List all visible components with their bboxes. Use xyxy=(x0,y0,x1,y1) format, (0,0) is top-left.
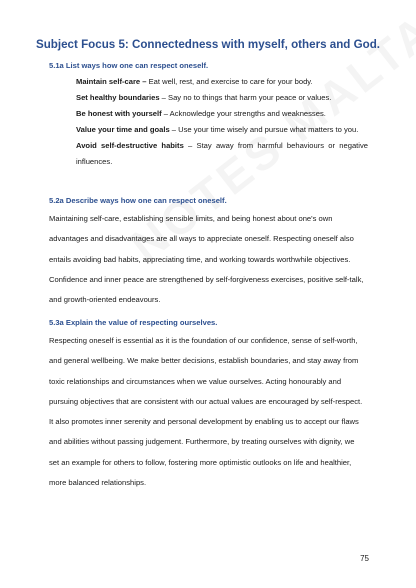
paragraph-line: Respecting oneself is essential as it is the foundation of our confidence, sense of self-worth, xyxy=(49,336,358,345)
list-item-text: – Acknowledge your strengths and weaknesses. xyxy=(161,109,326,118)
page-title: Subject Focus 5: Connectedness with myself, others and God. xyxy=(35,38,380,51)
paragraph-line: more balanced relationships. xyxy=(49,478,147,488)
paragraph-line: entails avoiding bad habits, appreciating time, and working towards worthwhile objectives. xyxy=(49,254,351,264)
list-item xyxy=(76,106,368,122)
paragraph-line: and abilities without passing judgement. Furthermore, by treating ourselves with dignity, we xyxy=(49,437,355,447)
list-item xyxy=(76,122,368,138)
list-item-text: – Say no to things that harm your peace or values. xyxy=(159,93,332,102)
paragraph-line: and general wellbeing. We make better decisions, establish boundaries, and stay away from xyxy=(49,356,359,366)
list-item-term: Value your time and goals xyxy=(76,125,170,134)
list-item-term: Avoid self-destructive habits xyxy=(76,141,184,150)
list-item-term: Maintain self-care – xyxy=(76,77,147,86)
list-item xyxy=(76,74,368,90)
list-item-term: Be honest with yourself xyxy=(76,109,162,118)
page-number: 75 xyxy=(360,554,369,563)
paragraph-line: pursuing objectives that are consistent with our actual values are encouraged by self-respect. xyxy=(49,396,363,406)
list-item xyxy=(76,90,368,106)
paragraph-line: set an example for others to follow, fostering more optimistic outlooks on life and healthier, xyxy=(49,457,352,467)
paragraph-line: toxic relationships and circumstances when we value ourselves. Acting honourably and xyxy=(49,376,342,386)
list-item-term: Set healthy boundaries xyxy=(76,93,160,102)
respect-ways-list xyxy=(76,74,368,170)
paragraph-5-2a xyxy=(49,209,367,310)
list-item-text: Eat well, rest, and exercise to care for your body. xyxy=(146,77,313,86)
list-item-text: – Use your time wisely and pursue what matters to you. xyxy=(169,125,359,134)
paragraph-5-3a xyxy=(49,331,367,493)
paragraph-line: Confidence and inner peace are strengthened by self-forgiveness exercises, positive self-talk, xyxy=(49,274,364,284)
paragraph-line: and growth-oriented endeavours. xyxy=(49,295,161,305)
paragraph-line: Maintaining self-care, establishing sensible limits, and being honest about one's own xyxy=(49,214,333,223)
section-heading-5-3a: 5.3a Explain the value of respecting ourselves. xyxy=(49,318,218,327)
section-heading-5-2a: 5.2a Describe ways how one can respect oneself. xyxy=(49,196,227,205)
list-item xyxy=(76,138,368,170)
paragraph-line: advantages and disadvantages are all ways to appreciate oneself. Respecting oneself also xyxy=(49,234,354,244)
paragraph-line: It also promotes inner serenity and personal development by enabling us to accept our flaws xyxy=(49,417,359,427)
section-heading-5-1a: 5.1a List ways how one can respect oneself. xyxy=(49,61,209,70)
list-item-text: – Stay away from harmful behaviours or negative influences. xyxy=(76,141,368,166)
